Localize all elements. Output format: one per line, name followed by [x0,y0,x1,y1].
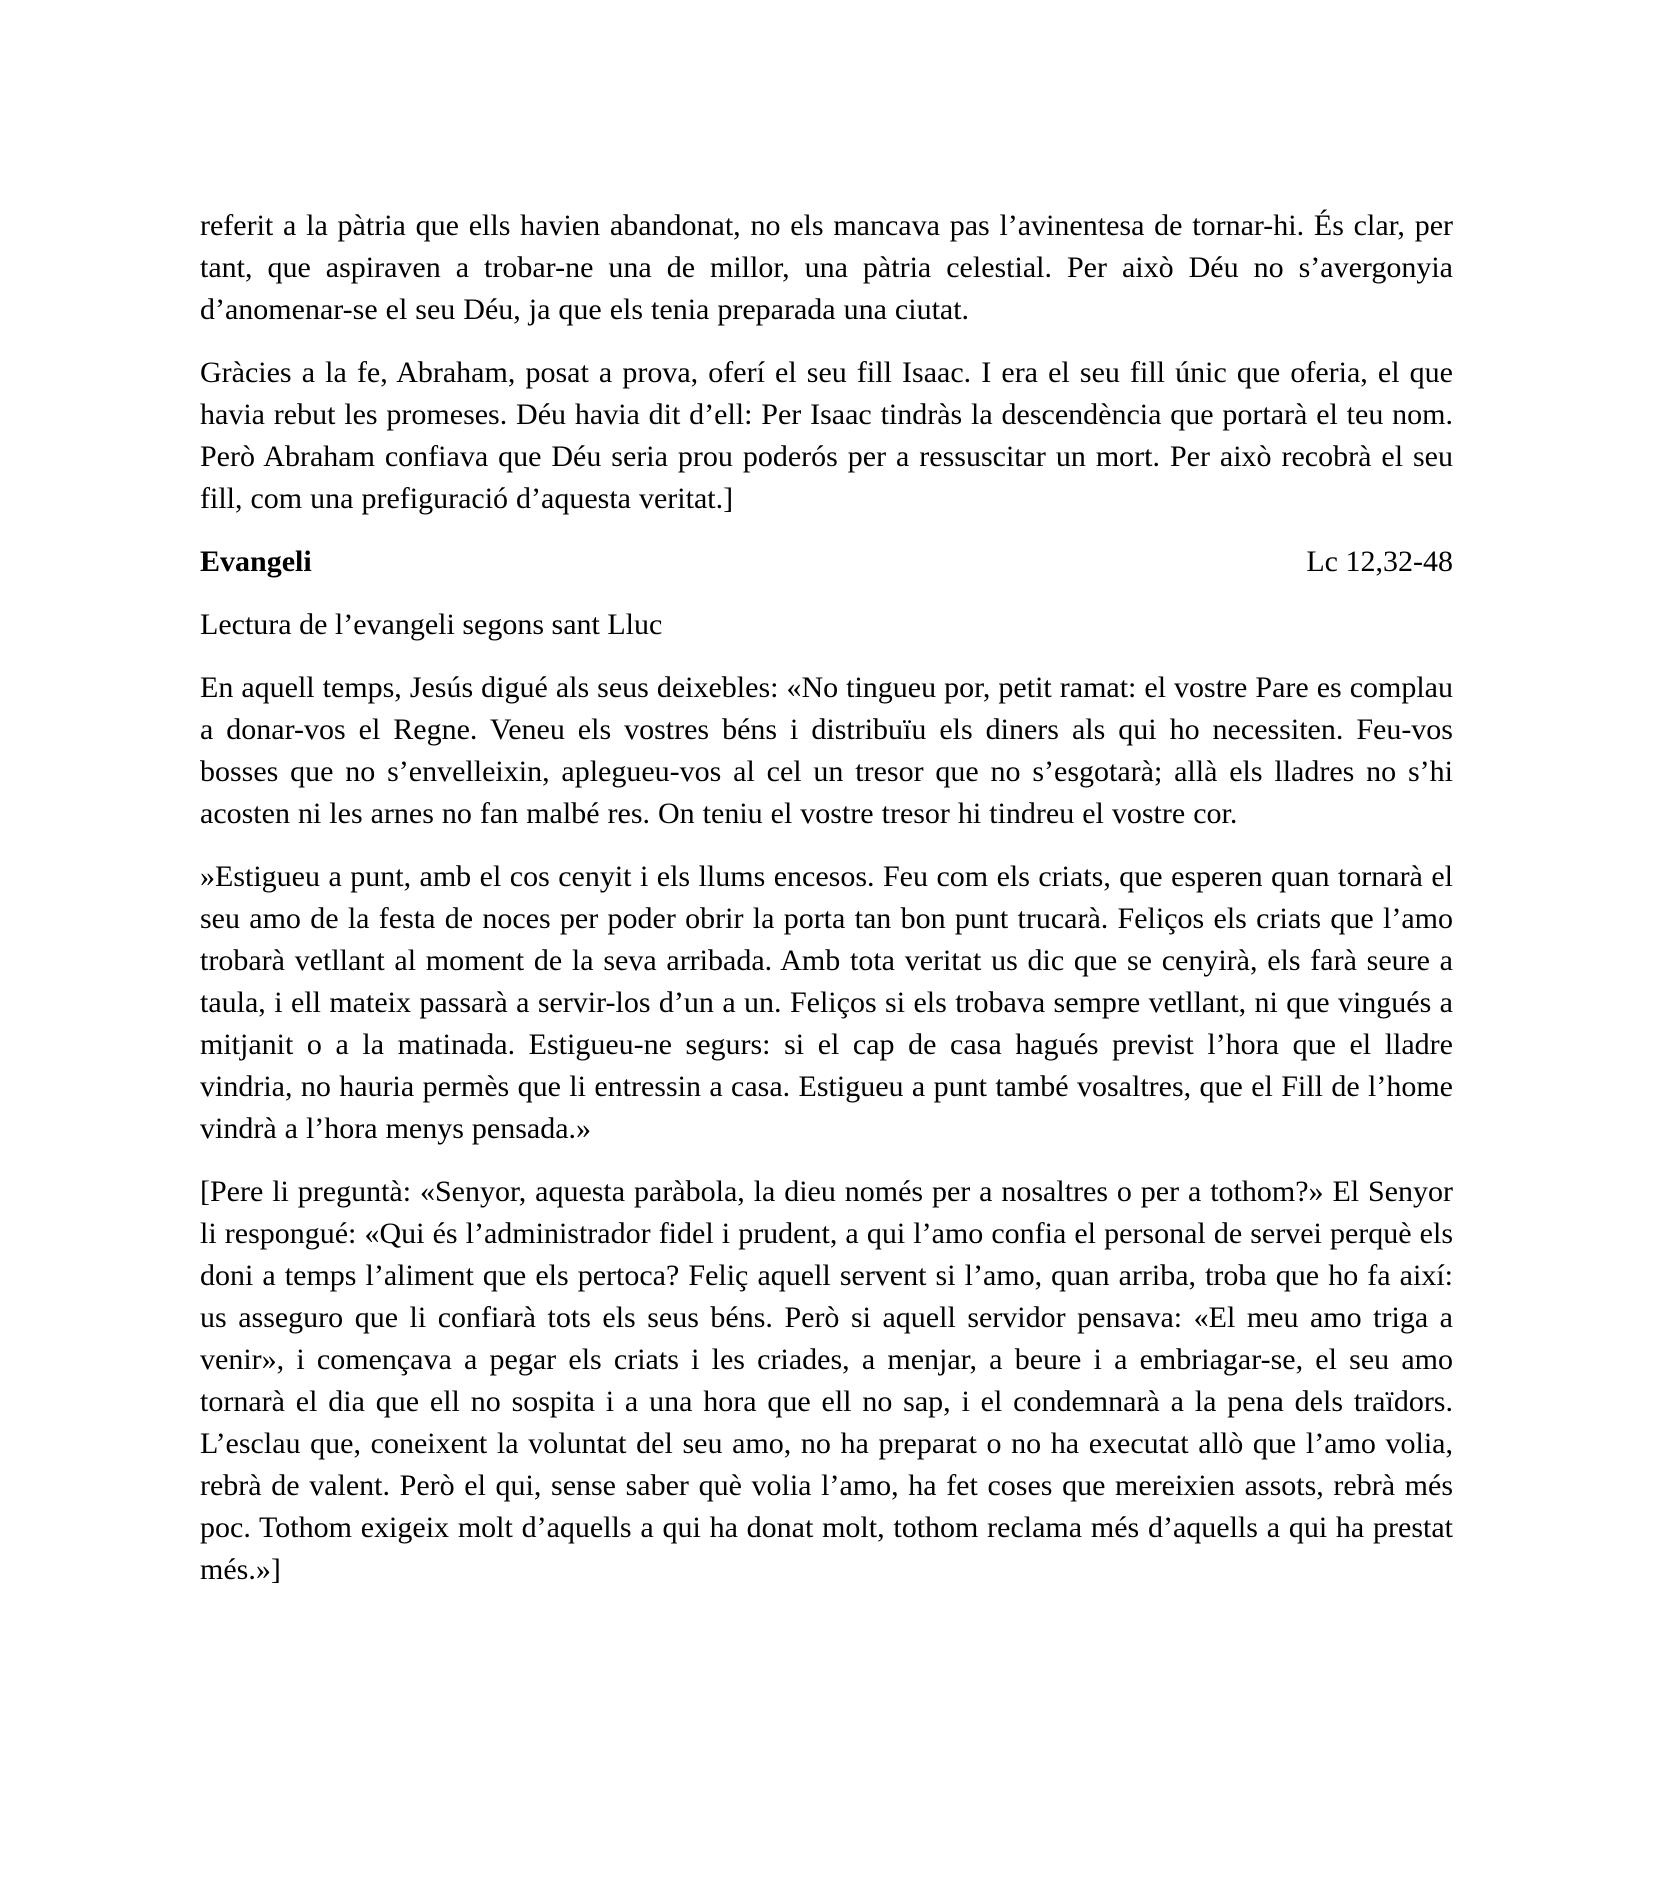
reading-intro-line: Lectura de l’evangeli segons sant Lluc [200,608,663,641]
gospel-paragraph-2: »Estigueu a punt, amb el cos cenyit i els llums encesos. Feu com els criats, que esperen quan tornarà el seu amo de la festa de noces per poder obrir la porta tan bon punt trucarà. Feliços els criats que l’amo trobarà vetllant al moment de la seva arribada. Amb tota veritat us dic que se cenyirà, els farà seure a taula, i ell mateix passarà a servir-los d’un a un. Feliços si els trobava sempre vetllant, ni que vingués a mitjanit o a la matinada. Estigueu-ne segurs: si el cap de casa hagués previst l’hora que el lladre vindria, no hauria permès que li entressin a casa. Estigueu a punt també vosaltres, que el Fill de l’home vindrà a l’hora menys pensada.» [200,860,1453,1145]
gospel-paragraph-1: En aquell temps, Jesús digué als seus deixebles: «No tingueu por, petit ramat: el vostre Pare es complau a donar-vos el Regne. Veneu els vostres béns i distribuïu els diners als qui ho necessiten. Feu-vos bosses que no s’envelleixin, aplegueu-vos al cel un tresor que no s’esgotarà; allà els lladres no s’hi acosten ni les arnes no fan malbé res. On teniu el vostre tresor hi tindreu el vostre cor. [200,671,1453,830]
section-title: Evangeli [200,545,312,578]
intro-paragraph-1: referit a la pàtria que ells havien abandonat, no els mancava pas l’avinentesa de tornar-hi. És clar, per tant, que aspiraven a trobar-ne una de millor, una pàtria celestial. Per això Déu no s’avergonyia d’anomenar-se el seu Déu, ja que els tenia preparada una ciutat. [200,209,1453,326]
section-heading-row [200,541,1453,583]
gospel-paragraph-3: [Pere li preguntà: «Senyor, aquesta paràbola, la dieu només per a nosaltres o per a tothom?» El Senyor li respongué: «Qui és l’administrador fidel i prudent, a qui l’amo confia el personal de servei perquè els doni a temps l’aliment que els pertoca? Feliç aquell servent si l’amo, quan arriba, troba que ho fa així: us asseguro que li confiarà tots els seus béns. Però si aquell servidor pensava: «El meu amo triga a venir», i començava a pegar els criats i les criades, a menjar, a beure i a embriagar-se, el seu amo tornarà el dia que ell no sospita i a una hora que ell no sap, i el condemnarà a la pena dels traïdors. L’esclau que, coneixent la voluntat del seu amo, no ha preparat o no ha executat allò que l’amo volia, rebrà de valent. Però el qui, sense saber què volia l’amo, ha fet coses que mereixien assots, rebrà més poc. Tothom exigeix molt d’aquells a qui ha donat molt, tothom reclama més d’aquells a qui ha prestat més.»] [200,1175,1453,1586]
document-content [200,205,1453,1612]
intro-paragraph-2: Gràcies a la fe, Abraham, posat a prova, oferí el seu fill Isaac. I era el seu fill únic que oferia, el que havia rebut les promeses. Déu havia dit d’ell: Per Isaac tindràs la descendència que portarà el teu nom. Però Abraham confiava que Déu seria prou poderós per a ressuscitar un mort. Per això recobrà el seu fill, com una prefiguració d’aquesta veritat.] [200,356,1453,515]
scripture-reference: Lc 12,32-48 [1306,545,1453,578]
